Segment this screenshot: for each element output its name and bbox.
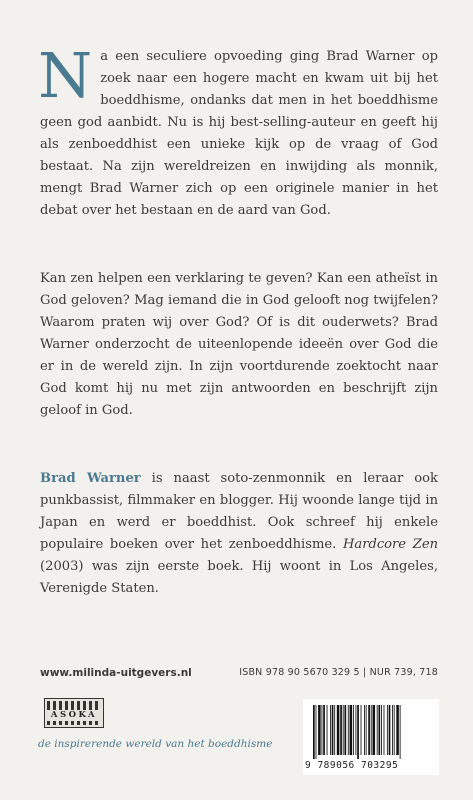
author-bio — [40, 468, 438, 600]
barcode-bars — [313, 705, 429, 759]
barcode-bar — [340, 705, 342, 755]
publisher-tagline: de inspirerende wereld van het boeddhisme — [38, 738, 273, 750]
barcode-bar — [384, 705, 385, 755]
barcode-bar — [364, 705, 365, 755]
logo-text: ASOKA — [50, 710, 98, 720]
drop-cap: N — [38, 39, 93, 112]
publisher-info-row — [40, 667, 438, 683]
logo-pattern-top — [47, 701, 101, 710]
barcode-bar — [366, 705, 367, 755]
barcode-bar — [313, 705, 315, 759]
barcode-bar — [373, 705, 376, 755]
barcode-bar — [323, 705, 325, 755]
barcode-bar — [368, 705, 370, 755]
bio-text-2: (2003) was zijn eerste boek. Hij woont in Los Angeles, Verenigde Staten. — [40, 559, 438, 596]
barcode — [303, 699, 439, 775]
barcode-bar — [334, 705, 335, 755]
isbn-nur: ISBN 978 90 5670 329 5 | NUR 739, 718 — [239, 667, 438, 678]
barcode-bar — [350, 705, 353, 755]
barcode-digits: 9 789056 703295 — [305, 760, 399, 771]
barcode-bar — [389, 705, 391, 755]
barcode-bar — [396, 705, 399, 755]
barcode-bar — [330, 705, 331, 755]
barcode-bar — [377, 705, 378, 755]
barcode-bar — [348, 705, 349, 755]
barcode-bar — [357, 705, 359, 759]
barcode-bar — [394, 705, 395, 755]
bio-text-1: is naast soto-zenmonnik en leraar ook punkbassist, filmmaker en blogger. Hij woonde lange tijd in Japan en werd er boeddhist. Ook schreef hij enkele populaire boeken over het zenboeddhisme. — [40, 471, 438, 552]
barcode-bar — [322, 705, 323, 755]
author-name: Brad Warner — [40, 471, 141, 486]
barcode-bar — [361, 705, 362, 755]
barcode-bar — [343, 705, 344, 755]
barcode-bar — [316, 705, 317, 759]
asoka-logo — [44, 698, 104, 728]
book-title: Hardcore Zen — [342, 537, 438, 552]
barcode-bar — [337, 705, 340, 755]
barcode-bar — [344, 705, 346, 755]
barcode-bar — [400, 705, 401, 759]
questions-paragraph: Kan zen helpen een verklaring te geven? Kan een atheïst in God geloven? Mag iemand die in God gelooft nog twijfelen? Waarom praten wij over God? Of is dit ouderwets? Brad Warner onderzocht de uiteenlopende ideeën over God die er in de wereld zijn. In zijn voortdurende zoektocht naar God komt hij nu met zijn antwoorden en beschrijft zijn geloof in God. — [40, 271, 438, 418]
intro-paragraph — [38, 39, 438, 222]
intro-text: a een seculiere opvoeding ging Brad Warner op zoek naar een hogere macht en kwam uit bij het boeddhisme, ondanks dat men in het boeddhisme geen god aanbidt. Nu is hij best-selling-auteur en geeft hij als zenboeddhist een unieke kijk op de vraag of God bestaat. Na zijn wereldreizen en inwijding als monnik, mengt Brad Warner zich op een originele manier in het debat over het bestaan en de aard van God. — [40, 49, 438, 218]
barcode-bar — [353, 705, 354, 755]
logo-pattern-bottom — [47, 721, 101, 725]
barcode-bar — [381, 705, 382, 755]
barcode-bar — [318, 705, 321, 755]
barcode-bar — [387, 705, 388, 755]
barcode-bar — [332, 705, 334, 755]
barcode-bar — [378, 705, 380, 755]
barcode-bar — [392, 705, 393, 755]
publisher-website: www.milinda-uitgevers.nl — [40, 667, 192, 679]
barcode-bar — [327, 705, 328, 755]
barcode-bar — [356, 705, 357, 755]
barcode-bar — [371, 705, 372, 755]
